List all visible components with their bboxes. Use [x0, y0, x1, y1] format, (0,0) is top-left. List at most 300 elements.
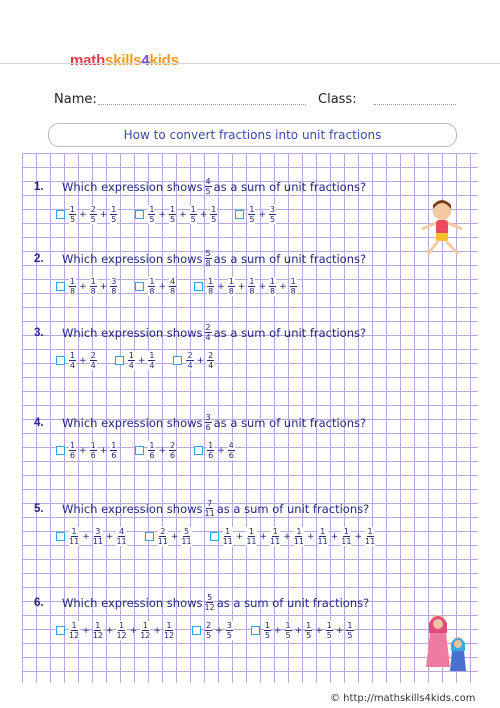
plus-sign: + — [258, 209, 267, 220]
name-class-row — [44, 92, 464, 110]
answer-checkbox[interactable] — [194, 282, 203, 291]
option-fraction — [128, 351, 135, 370]
option-numerator: 1 — [264, 621, 270, 630]
question-text: Which expression shows — [62, 415, 203, 430]
option-fraction — [205, 621, 212, 640]
option-fraction — [341, 527, 351, 546]
option-fraction — [110, 277, 117, 296]
option-denominator: 4 — [187, 361, 193, 370]
option-numerator: 2 — [160, 527, 166, 536]
option-fraction — [69, 441, 76, 460]
option-fraction — [169, 441, 176, 460]
option-numerator: 2 — [206, 621, 212, 630]
plus-sign: + — [79, 355, 87, 366]
option-denominator: 12 — [92, 631, 103, 640]
option-fraction — [148, 205, 155, 224]
question-text-suffix: as a sum of unit fractions? — [213, 415, 367, 430]
logo-part-1: math — [70, 52, 106, 69]
option-fraction — [207, 351, 214, 370]
option-fraction — [318, 527, 328, 546]
question-text-suffix: as a sum of unit fractions? — [213, 251, 367, 266]
option-denominator: 6 — [149, 451, 155, 460]
target-numerator: 7 — [207, 499, 213, 508]
option-numerator: 1 — [320, 527, 326, 536]
option-fraction — [228, 441, 235, 460]
option-numerator: 1 — [149, 351, 155, 360]
plus-sign: + — [79, 281, 87, 292]
question-number: 6. — [34, 596, 44, 609]
answer-options — [56, 621, 372, 640]
option-denominator: 11 — [69, 537, 80, 546]
target-denominator: 4 — [205, 333, 211, 342]
option-numerator: 4 — [119, 527, 125, 536]
option-denominator: 5 — [270, 215, 276, 224]
answer-options — [56, 277, 315, 296]
option-numerator: 5 — [183, 527, 190, 536]
plus-sign: + — [259, 531, 268, 542]
plus-sign: + — [196, 355, 205, 366]
plus-sign: + — [179, 209, 187, 220]
option-numerator: 3 — [226, 621, 232, 630]
question-number: 1. — [34, 180, 44, 193]
answer-checkbox[interactable] — [115, 356, 124, 365]
question-4 — [34, 413, 366, 432]
option-denominator: 4 — [90, 361, 96, 370]
option-denominator: 11 — [92, 537, 103, 546]
option-numerator: 1 — [170, 205, 176, 214]
answer-checkbox[interactable] — [145, 532, 154, 541]
plus-sign: + — [306, 531, 315, 542]
target-fraction — [205, 413, 212, 432]
option-numerator: 1 — [95, 621, 101, 630]
target-denominator: 5 — [205, 187, 211, 196]
answer-checkbox[interactable] — [173, 356, 182, 365]
answer-checkbox[interactable] — [135, 446, 144, 455]
answer-checkbox[interactable] — [192, 626, 201, 635]
plus-sign: + — [129, 625, 138, 636]
option-denominator: 5 — [90, 215, 96, 224]
option-numerator: 1 — [296, 527, 302, 536]
target-numerator: 3 — [205, 413, 211, 422]
option-numerator: 3 — [270, 205, 276, 214]
option-fraction — [90, 205, 97, 224]
answer-option-3[interactable] — [173, 351, 214, 370]
question-3 — [34, 323, 366, 342]
answer-checkbox[interactable] — [235, 210, 244, 219]
option-numerator: 1 — [248, 527, 254, 536]
question-number: 2. — [34, 252, 44, 265]
plus-sign: + — [273, 625, 282, 636]
option-numerator: 1 — [119, 621, 125, 630]
plus-sign: + — [99, 281, 108, 292]
option-numerator: 1 — [367, 527, 373, 536]
option-denominator: 8 — [228, 287, 234, 296]
option-numerator: 1 — [228, 277, 234, 286]
option-denominator: 6 — [208, 451, 214, 460]
option-denominator: 12 — [163, 631, 175, 640]
plus-sign: + — [283, 531, 291, 542]
option-denominator: 11 — [116, 537, 127, 546]
answer-option-2[interactable] — [135, 205, 217, 224]
target-numerator: 5 — [205, 249, 211, 258]
option-denominator: 5 — [306, 631, 312, 640]
option-denominator: 11 — [157, 537, 168, 546]
option-denominator: 12 — [140, 631, 151, 640]
question-5 — [34, 499, 369, 518]
answer-checkbox[interactable] — [56, 356, 65, 365]
option-numerator: 2 — [187, 351, 193, 360]
question-text-suffix: as a sum of unit fractions? — [216, 595, 370, 610]
option-numerator: 1 — [70, 205, 76, 214]
answer-option-2[interactable] — [135, 277, 176, 296]
answer-checkbox[interactable] — [251, 626, 260, 635]
answer-option-2[interactable] — [145, 527, 192, 546]
option-denominator: 8 — [149, 287, 155, 296]
plus-sign: + — [335, 625, 344, 636]
option-fraction — [269, 277, 276, 296]
option-denominator: 8 — [111, 287, 117, 296]
question-text: Which expression shows — [62, 325, 203, 340]
logo-part-3: 4 — [141, 52, 150, 69]
option-fraction — [181, 527, 191, 546]
plus-sign: + — [99, 445, 108, 456]
option-denominator: 11 — [293, 537, 304, 546]
target-fraction — [205, 177, 212, 196]
option-fraction — [69, 621, 79, 640]
option-fraction — [290, 277, 297, 296]
option-numerator: 1 — [71, 527, 77, 536]
option-fraction — [305, 621, 312, 640]
option-numerator: 1 — [343, 527, 349, 536]
option-denominator: 11 — [222, 537, 233, 546]
option-fraction — [326, 621, 333, 640]
target-fraction — [205, 323, 212, 342]
answer-options — [56, 527, 393, 546]
target-denominator: 12 — [204, 603, 215, 612]
option-denominator: 12 — [69, 631, 80, 640]
option-denominator: 5 — [249, 215, 255, 224]
question-number: 4. — [34, 416, 44, 429]
option-numerator: 2 — [208, 351, 214, 360]
option-denominator: 11 — [317, 537, 328, 546]
option-numerator: 1 — [166, 621, 172, 630]
answer-option-1[interactable] — [56, 205, 117, 224]
plus-sign: + — [237, 281, 246, 292]
plus-sign: + — [158, 209, 167, 220]
option-fraction — [69, 205, 76, 224]
plus-sign: + — [354, 531, 362, 542]
option-denominator: 6 — [90, 451, 96, 460]
option-fraction — [140, 621, 150, 640]
class-field[interactable] — [374, 104, 456, 105]
option-numerator: 1 — [211, 205, 217, 214]
option-denominator: 5 — [111, 215, 117, 224]
option-denominator: 5 — [285, 631, 291, 640]
plus-sign: + — [137, 355, 146, 366]
option-numerator: 1 — [70, 351, 76, 360]
logo-part-4: kids — [149, 52, 179, 69]
option-denominator: 4 — [149, 361, 155, 370]
option-fraction — [116, 527, 126, 546]
option-numerator: 3 — [95, 527, 101, 536]
target-denominator: 8 — [205, 259, 211, 268]
option-numerator: 1 — [111, 441, 117, 450]
option-fraction — [90, 351, 97, 370]
target-fraction — [205, 499, 215, 518]
option-numerator: 1 — [285, 621, 291, 630]
option-denominator: 8 — [249, 287, 255, 296]
question-text: Which expression shows — [62, 595, 203, 610]
answer-option-3[interactable] — [210, 527, 376, 546]
answer-options — [56, 205, 294, 224]
option-denominator: 5 — [170, 215, 176, 224]
target-denominator: 6 — [205, 423, 211, 432]
option-numerator: 1 — [272, 527, 278, 536]
plus-sign: + — [158, 445, 167, 456]
plus-sign: + — [158, 281, 167, 292]
option-fraction — [269, 205, 276, 224]
option-denominator: 6 — [228, 451, 234, 460]
option-fraction — [207, 277, 214, 296]
answer-option-1[interactable] — [56, 441, 117, 460]
question-text: Which expression shows — [62, 251, 203, 266]
target-fraction — [205, 593, 215, 612]
plus-sign: + — [217, 445, 225, 456]
option-numerator: 1 — [149, 277, 155, 286]
answer-options — [56, 351, 232, 370]
plus-sign: + — [153, 625, 161, 636]
option-fraction — [93, 527, 103, 546]
logo-part-2: skills — [105, 52, 142, 69]
question-2 — [34, 249, 366, 268]
option-denominator: 6 — [170, 451, 176, 460]
answer-checkbox[interactable] — [56, 210, 65, 219]
header-divider — [0, 63, 500, 64]
option-denominator: 8 — [90, 287, 96, 296]
option-numerator: 1 — [290, 277, 296, 286]
answer-checkbox[interactable] — [194, 446, 203, 455]
option-denominator: 11 — [181, 537, 192, 546]
option-fraction — [69, 527, 79, 546]
option-fraction — [365, 527, 375, 546]
option-fraction — [207, 441, 214, 460]
answer-checkbox[interactable] — [135, 282, 144, 291]
option-fraction — [116, 621, 126, 640]
worksheet-title: How to convert fractions into unit fractions — [48, 123, 457, 147]
option-fraction — [169, 205, 176, 224]
option-numerator: 1 — [208, 277, 214, 286]
option-numerator: 2 — [90, 351, 96, 360]
option-denominator: 5 — [347, 631, 353, 640]
option-denominator: 5 — [264, 631, 270, 640]
answer-option-2[interactable] — [115, 351, 156, 370]
option-numerator: 4 — [170, 277, 176, 286]
option-fraction — [148, 441, 155, 460]
option-numerator: 1 — [208, 441, 214, 450]
option-denominator: 8 — [290, 287, 296, 296]
class-label: Class: — [318, 92, 357, 107]
option-denominator: 5 — [70, 215, 76, 224]
option-numerator: 1 — [111, 205, 117, 214]
answer-option-1[interactable] — [56, 527, 127, 546]
option-numerator: 1 — [142, 621, 148, 630]
answer-option-1[interactable] — [56, 621, 174, 640]
option-numerator: 1 — [90, 441, 96, 450]
option-denominator: 6 — [70, 451, 76, 460]
plus-sign: + — [199, 209, 208, 220]
option-fraction — [190, 205, 197, 224]
answer-checkbox[interactable] — [56, 626, 65, 635]
option-denominator: 5 — [326, 631, 332, 640]
option-fraction — [228, 277, 235, 296]
option-numerator: 1 — [90, 277, 96, 286]
option-denominator: 11 — [341, 537, 352, 546]
option-fraction — [346, 621, 353, 640]
option-denominator: 8 — [70, 287, 76, 296]
plus-sign: + — [105, 625, 114, 636]
plus-sign: + — [315, 625, 323, 636]
logo — [70, 52, 179, 69]
answer-option-3[interactable] — [194, 277, 297, 296]
option-fraction — [164, 621, 174, 640]
answer-checkbox[interactable] — [135, 210, 144, 219]
question-number: 3. — [34, 326, 44, 339]
option-fraction — [110, 441, 117, 460]
answer-checkbox[interactable] — [56, 532, 65, 541]
plus-sign: + — [99, 209, 108, 220]
option-fraction — [148, 351, 155, 370]
option-denominator: 11 — [364, 537, 376, 546]
option-fraction — [158, 527, 168, 546]
option-denominator: 5 — [206, 631, 212, 640]
footer-url: © http://mathskills4kids.com — [330, 693, 476, 704]
option-numerator: 3 — [111, 277, 117, 286]
option-denominator: 5 — [190, 215, 196, 224]
question-text-suffix: as a sum of unit fractions? — [213, 179, 367, 194]
option-fraction — [248, 277, 255, 296]
option-denominator: 5 — [149, 215, 155, 224]
answer-option-3[interactable] — [251, 621, 354, 640]
option-numerator: 1 — [225, 527, 231, 536]
plus-sign: + — [217, 281, 225, 292]
name-field[interactable] — [98, 104, 306, 105]
question-text-suffix: as a sum of unit fractions? — [213, 325, 367, 340]
answer-option-3[interactable] — [194, 441, 235, 460]
plus-sign: + — [170, 531, 179, 542]
plus-sign: + — [82, 531, 90, 542]
option-numerator: 1 — [326, 621, 332, 630]
question-text: Which expression shows — [62, 179, 203, 194]
option-fraction — [246, 527, 256, 546]
target-denominator: 11 — [204, 509, 215, 518]
target-numerator: 5 — [207, 593, 213, 602]
child-jumping-illustration — [418, 199, 466, 257]
option-fraction — [285, 621, 292, 640]
option-denominator: 12 — [116, 631, 127, 640]
plus-sign: + — [294, 625, 303, 636]
option-denominator: 5 — [211, 215, 217, 224]
option-numerator: 2 — [170, 441, 176, 450]
option-numerator: 1 — [190, 205, 196, 214]
option-fraction — [186, 351, 193, 370]
option-fraction — [264, 621, 271, 640]
answer-option-2[interactable] — [192, 621, 233, 640]
option-denominator: 6 — [111, 451, 117, 460]
option-numerator: 1 — [149, 205, 155, 214]
option-fraction — [294, 527, 304, 546]
question-text-suffix: as a sum of unit fractions? — [216, 501, 370, 516]
answer-option-1[interactable] — [56, 351, 97, 370]
answer-option-1[interactable] — [56, 277, 117, 296]
option-fraction — [93, 621, 103, 640]
plus-sign: + — [235, 531, 244, 542]
plus-sign: + — [105, 531, 114, 542]
plus-sign: + — [215, 625, 223, 636]
option-numerator: 4 — [228, 441, 234, 450]
answer-options — [56, 441, 253, 460]
plus-sign: + — [79, 445, 87, 456]
option-fraction — [90, 277, 97, 296]
option-numerator: 1 — [70, 277, 76, 286]
option-denominator: 8 — [208, 287, 214, 296]
option-fraction — [69, 277, 76, 296]
option-numerator: 1 — [71, 621, 77, 630]
target-fraction — [205, 249, 212, 268]
option-denominator: 4 — [70, 361, 76, 370]
plus-sign: + — [82, 625, 90, 636]
plus-sign: + — [79, 209, 87, 220]
option-denominator: 5 — [226, 631, 232, 640]
answer-checkbox[interactable] — [210, 532, 219, 541]
answer-checkbox[interactable] — [56, 446, 65, 455]
option-fraction — [210, 205, 217, 224]
option-numerator: 1 — [249, 277, 255, 286]
question-number: 5. — [34, 502, 44, 515]
option-denominator: 11 — [246, 537, 257, 546]
plus-sign: + — [330, 531, 339, 542]
option-fraction — [148, 277, 155, 296]
option-numerator: 1 — [128, 351, 134, 360]
option-fraction — [169, 277, 176, 296]
option-denominator: 4 — [128, 361, 134, 370]
option-denominator: 8 — [270, 287, 276, 296]
two-girls-illustration — [422, 611, 472, 675]
target-numerator: 2 — [205, 323, 211, 332]
target-numerator: 4 — [205, 177, 211, 186]
answer-option-3[interactable] — [235, 205, 276, 224]
question-text: Which expression shows — [62, 501, 203, 516]
plus-sign: + — [258, 281, 267, 292]
option-fraction — [248, 205, 255, 224]
plus-sign: + — [279, 281, 287, 292]
answer-checkbox[interactable] — [56, 282, 65, 291]
option-numerator: 1 — [149, 441, 155, 450]
option-fraction — [226, 621, 233, 640]
option-denominator: 11 — [270, 537, 281, 546]
option-denominator: 4 — [208, 361, 214, 370]
grid-paper — [22, 153, 478, 683]
name-label: Name: — [54, 92, 97, 107]
answer-option-2[interactable] — [135, 441, 176, 460]
option-numerator: 2 — [90, 205, 96, 214]
option-numerator: 1 — [70, 441, 76, 450]
question-1 — [34, 177, 366, 196]
option-numerator: 1 — [306, 621, 312, 630]
option-fraction — [223, 527, 233, 546]
option-fraction — [270, 527, 280, 546]
option-fraction — [90, 441, 97, 460]
question-6 — [34, 593, 369, 612]
